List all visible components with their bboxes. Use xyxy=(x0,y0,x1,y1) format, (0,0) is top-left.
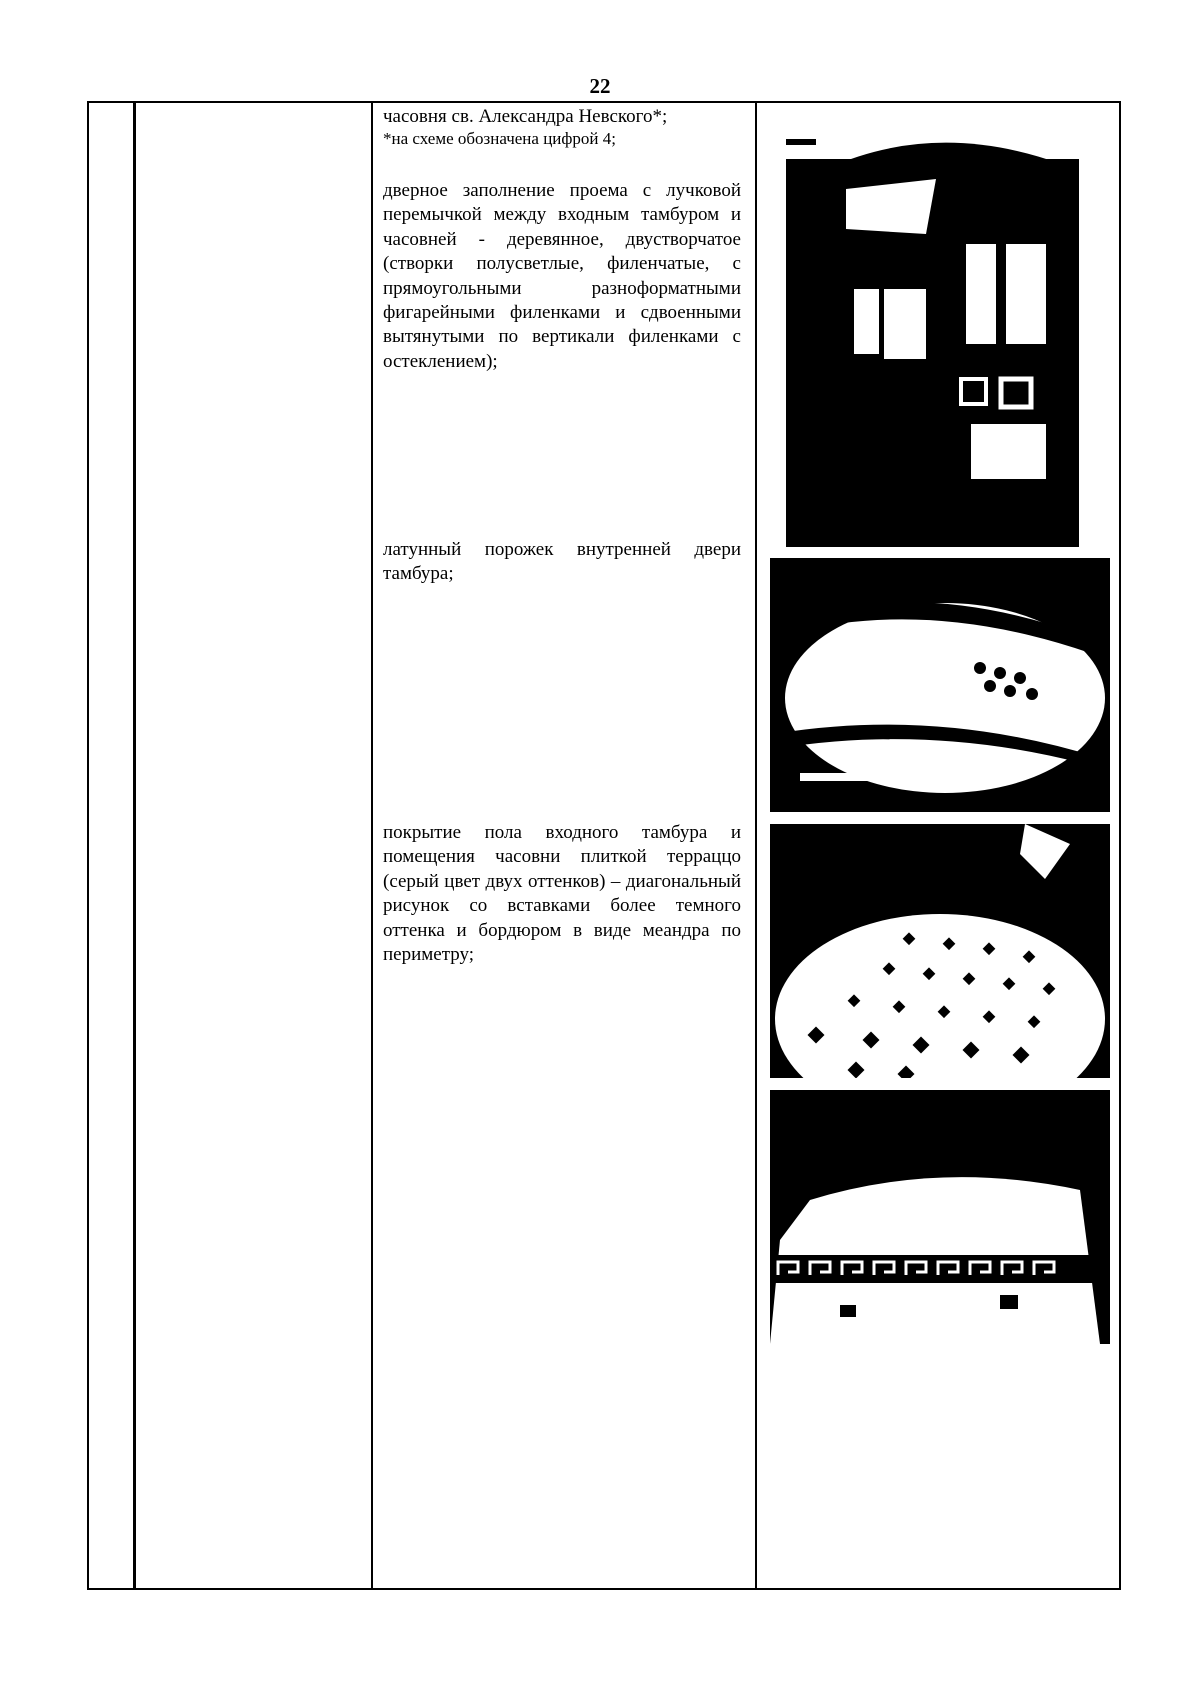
meander-border-photo xyxy=(770,1090,1110,1344)
page-number: 22 xyxy=(589,74,611,98)
entry-chapel xyxy=(383,105,741,149)
terrazzo-floor-photo xyxy=(770,824,1110,1078)
entry-chapel-note: *на схеме обозначена цифрой 4; xyxy=(383,129,616,149)
entry-floor: покрытие пола входного тамбура и помещения часовни плиткой терраццо (серый цвет двух оттенков) – диагональный рисунок со вставками более темного оттенка и бордюром в виде меандра по периметру; xyxy=(383,822,741,966)
threshold-photo xyxy=(770,558,1110,812)
entry-threshold: латунный порожек внутренней двери тамбура; xyxy=(383,539,741,585)
entry-door: дверное заполнение проема с лучковой перемычкой между входным тамбуром и часовней - деревянное, двустворчатое (створки полусветлые, филенчатые, с прямоугольными разноформатными фигарейными филенками и сдвоенными вытянутыми по вертикали филенками с остеклением); xyxy=(383,180,741,372)
door-photo xyxy=(786,139,1079,547)
document-table xyxy=(87,101,1121,1590)
entry-chapel-title: часовня св. Александра Невского*; xyxy=(383,106,668,127)
